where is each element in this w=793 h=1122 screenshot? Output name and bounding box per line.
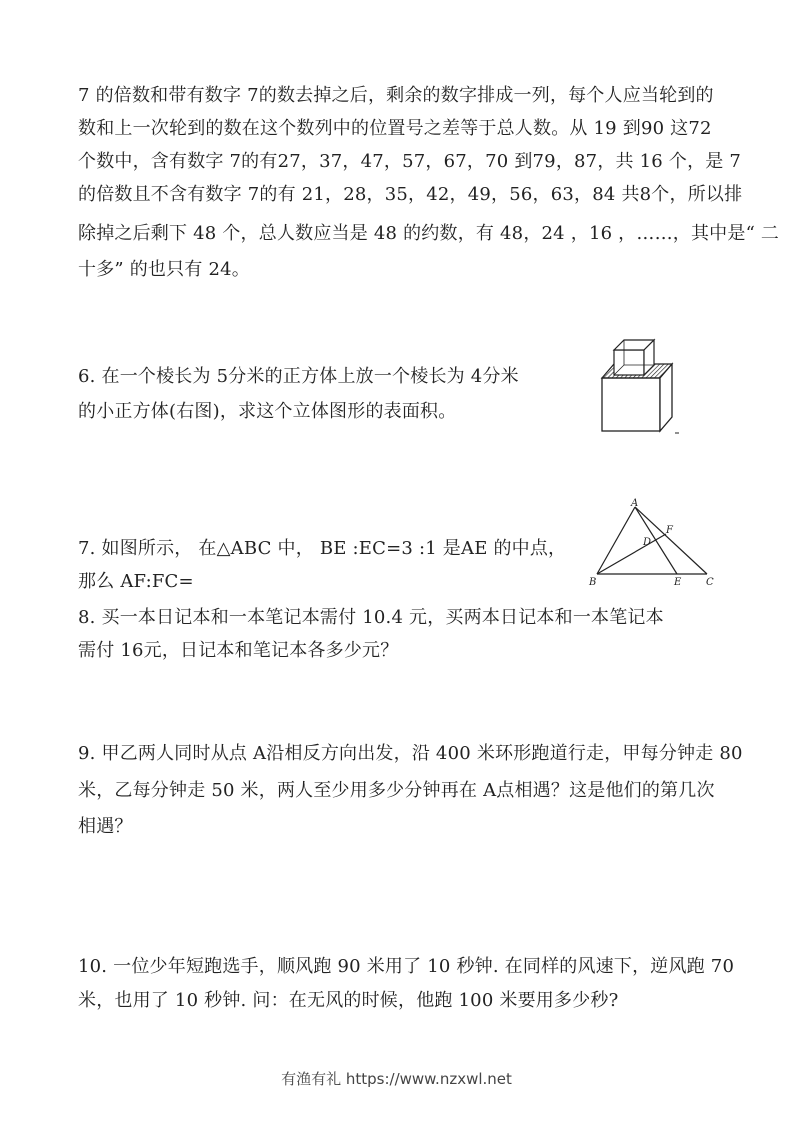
label-a: A [631, 498, 639, 509]
stacked-cubes-figure [595, 335, 685, 437]
question-9-line-3: 相遇？ [78, 816, 133, 837]
answer-5-line-2: 数和上一次轮到的数在这个数列中的位置号之差等于总人数。从 19 到90 这72 [78, 118, 712, 139]
question-6-line-2: 的小正方体(右图)，求这个立体图形的表面积。 [78, 401, 457, 422]
question-10-line-2: 米，也用了 10 秒钟. 问：在无风的时候，他跑 100 米要用多少秒? [78, 990, 619, 1011]
triangle-abc-figure [585, 497, 715, 592]
answer-5-line-4: 的倍数且不含有数字 7的有 21，28，35，42，49，56，63，84 共8个，所以排 [78, 184, 743, 205]
question-9-line-1: 9. 甲乙两人同时从点 A沿相反方向出发，沿 400 米环形跑道行走，甲每分钟走 80 [78, 743, 743, 764]
label-e: E [674, 577, 682, 588]
answer-5-line-6: 十多” 的也只有 24。 [78, 259, 250, 280]
question-7-line-1: 7. 如图所示， 在△ABC 中， BE :EC=3 :1 是AE 的中点， [78, 538, 567, 559]
question-8-line-1: 8. 买一本日记本和一本笔记本需付 10.4 元，买两本日记本和一本笔记本 [78, 607, 664, 628]
question-7-line-2: 那么 AF:FC= [78, 571, 194, 592]
question-10-line-1: 10. 一位少年短跑选手，顺风跑 90 米用了 10 秒钟. 在同样的风速下，逆风跑 70 [78, 956, 735, 977]
label-f: F [666, 525, 673, 536]
label-b: B [589, 577, 597, 588]
answer-5-line-1: 7 的倍数和带有数字 7的数去掉之后，剩余的数字排成一列，每个人应当轮到的 [78, 85, 714, 106]
label-c: C [706, 577, 714, 588]
question-8-line-2: 需付 16元，日记本和笔记本各多少元？ [78, 640, 399, 661]
question-6-line-1: 6. 在一个棱长为 5分米的正方体上放一个棱长为 4分米 [78, 366, 519, 387]
footer-watermark: 有渔有礼 https://www.nzxwl.net [281, 1070, 512, 1088]
answer-5-line-3: 个数中，含有数字 7的有27，37，47，57，67，70 到79，87，共 16 个，是 7 [78, 151, 742, 172]
answer-5-line-5: 除掉之后剩下 48 个，总人数应当是 48 的约数，有 48，24 ，16 ，……，其中是“ 二 [78, 223, 780, 244]
question-9-line-2: 米，乙每分钟走 50 米，两人至少用多少分钟再在 A点相遇？这是他们的第几次 [78, 780, 715, 801]
label-d: D [643, 537, 652, 548]
